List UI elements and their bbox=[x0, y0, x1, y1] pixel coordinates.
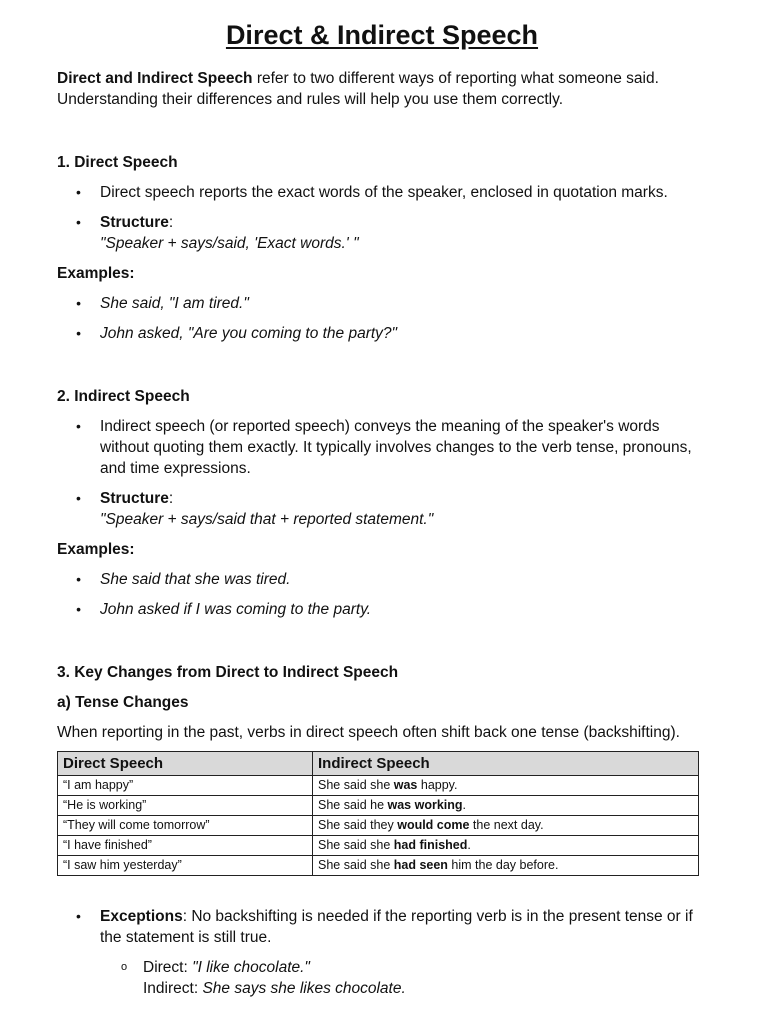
table-cell-direct: “They will come tomorrow” bbox=[58, 816, 313, 836]
list-item: o Direct: "I like chocolate." Indirect: She says she likes chocolate. bbox=[57, 957, 707, 999]
table-cell-indirect: She said she had seen him the day before. bbox=[313, 856, 699, 876]
indirect-examples-list bbox=[57, 569, 707, 620]
table-cell-direct: “I saw him yesterday” bbox=[58, 856, 313, 876]
section-heading-direct: 1. Direct Speech bbox=[57, 154, 178, 171]
list-item: • Exceptions: No backshifting is needed if the reporting verb is in the present tense or if the statement is still true. bbox=[57, 906, 707, 948]
table-header-indirect: Indirect Speech bbox=[313, 752, 699, 776]
intro-paragraph bbox=[57, 68, 707, 110]
table-row bbox=[58, 776, 699, 796]
direct-speech-list bbox=[57, 182, 707, 254]
table-header-direct: Direct Speech bbox=[58, 752, 313, 776]
table-cell-direct: “I have finished” bbox=[58, 836, 313, 856]
document-title: Direct & Indirect Speech bbox=[225, 20, 539, 50]
indirect-speech-list bbox=[57, 416, 707, 530]
exceptions-label: Exceptions bbox=[100, 908, 183, 925]
structure-text: "Speaker + says/said, 'Exact words.' " bbox=[100, 235, 359, 252]
table-cell-indirect: She said she was happy. bbox=[313, 776, 699, 796]
example-item: • John asked, "Are you coming to the party?" bbox=[57, 323, 707, 344]
table-header-row bbox=[58, 752, 699, 776]
exceptions-list bbox=[57, 906, 707, 948]
structure-label: Structure bbox=[100, 214, 169, 231]
section-heading-key-changes: 3. Key Changes from Direct to Indirect Speech bbox=[57, 664, 399, 681]
direct-examples-list bbox=[57, 293, 707, 344]
section-heading-indirect: 2. Indirect Speech bbox=[57, 388, 190, 405]
list-item: • Structure: "Speaker + says/said that + reported statement." bbox=[57, 488, 707, 530]
table-row bbox=[58, 816, 699, 836]
example-item: • She said, "I am tired." bbox=[57, 293, 707, 314]
list-item: • Indirect speech (or reported speech) conveys the meaning of the speaker's words without quoting them exactly. It typically involves changes to the verb tense, pronouns, and time expressions. bbox=[57, 416, 707, 479]
example-item: • She said that she was tired. bbox=[57, 569, 707, 590]
table-row bbox=[58, 836, 699, 856]
tense-changes-table bbox=[57, 751, 699, 876]
table-row bbox=[58, 856, 699, 876]
table-cell-indirect: She said she had finished. bbox=[313, 836, 699, 856]
structure-text: "Speaker + says/said that + reported statement." bbox=[100, 511, 434, 528]
table-row bbox=[58, 796, 699, 816]
table-cell-direct: “I am happy” bbox=[58, 776, 313, 796]
list-item: • Direct speech reports the exact words of the speaker, enclosed in quotation marks. bbox=[57, 182, 707, 203]
intro-bold: Direct and Indirect Speech bbox=[57, 70, 253, 87]
document-page bbox=[57, 14, 707, 999]
examples-heading: Examples: bbox=[57, 265, 135, 282]
example-item: • John asked if I was coming to the party. bbox=[57, 599, 707, 620]
tense-paragraph: When reporting in the past, verbs in direct speech often shift back one tense (backshifting). bbox=[57, 724, 680, 741]
examples-heading: Examples: bbox=[57, 541, 135, 558]
table-cell-indirect: She said he was working. bbox=[313, 796, 699, 816]
table-cell-indirect: She said they would come the next day. bbox=[313, 816, 699, 836]
list-item: • Structure: "Speaker + says/said, 'Exact words.' " bbox=[57, 212, 707, 254]
table-cell-direct: “He is working” bbox=[58, 796, 313, 816]
subheading-tense-changes: a) Tense Changes bbox=[57, 694, 189, 711]
intro-text: refer to two different ways of reporting what someone said. Understanding their differences and rules will help you use them correctly. bbox=[57, 70, 659, 108]
structure-label: Structure bbox=[100, 490, 169, 507]
exceptions-sublist bbox=[57, 957, 707, 999]
